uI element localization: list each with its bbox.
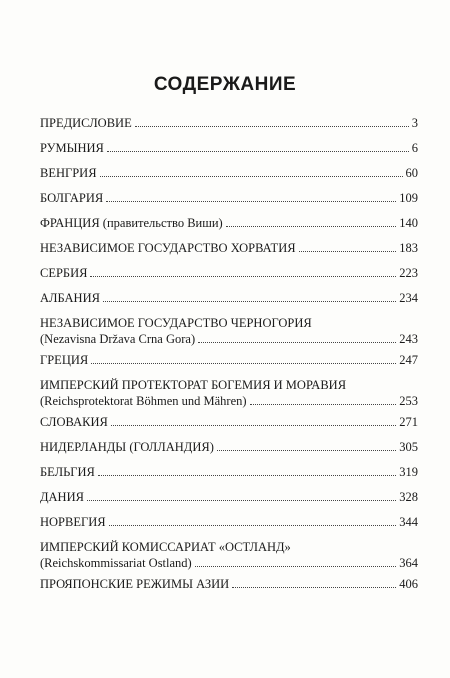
- toc-entry: [40, 540, 418, 577]
- dot-leader: [107, 150, 409, 152]
- toc-entry: [40, 465, 418, 490]
- dot-leader: [106, 200, 396, 202]
- toc-entry-page: 3: [411, 116, 418, 130]
- toc-entry: [40, 415, 418, 440]
- toc-entry-label: ПРОЯПОНСКИЕ РЕЖИМЫ АЗИИ: [40, 577, 230, 591]
- toc-entry-label: НОРВЕГИЯ: [40, 515, 106, 529]
- toc-entry-page: 406: [399, 577, 418, 591]
- toc-entry-label: ФРАНЦИЯ (правительство Виши): [40, 216, 223, 230]
- toc-entry: [40, 141, 418, 166]
- toc-entry-page: 344: [399, 515, 418, 529]
- dot-leader: [299, 250, 397, 252]
- toc-entry-page: 183: [399, 241, 418, 255]
- toc-entry-page: 305: [399, 440, 418, 454]
- toc-entry-label: ГРЕЦИЯ: [40, 353, 89, 367]
- toc-entry-page: 271: [399, 415, 418, 429]
- toc-entry-label: СЕРБИЯ: [40, 266, 88, 280]
- dot-leader: [226, 225, 397, 227]
- toc-entry-page: 6: [411, 141, 418, 155]
- dot-leader: [135, 125, 409, 127]
- dot-leader: [91, 362, 396, 364]
- toc-entry: [40, 216, 418, 241]
- toc-entry: [40, 166, 418, 191]
- toc-entry: [40, 191, 418, 216]
- toc-entry-label: НИДЕРЛАНДЫ (ГОЛЛАНДИЯ): [40, 440, 214, 454]
- toc-entry-page: 234: [399, 291, 418, 305]
- dot-leader: [111, 424, 396, 426]
- toc-entry-label: СЛОВАКИЯ: [40, 415, 108, 429]
- dot-leader: [98, 474, 396, 476]
- toc-entry-label: БОЛГАРИЯ: [40, 191, 104, 205]
- toc-entry-label: ИМПЕРСКИЙ КОМИССАРИАТ «ОСТЛАНД»: [40, 540, 291, 554]
- dot-leader: [109, 524, 397, 526]
- dot-leader: [250, 403, 397, 405]
- toc-entry-label: БЕЛЬГИЯ: [40, 465, 95, 479]
- dot-leader: [217, 449, 396, 451]
- toc-entry-page: 140: [399, 216, 418, 230]
- toc-entry-page: 243: [399, 332, 418, 346]
- toc-entry: [40, 490, 418, 515]
- toc-entry-page: 60: [405, 166, 418, 180]
- toc-entry-label: АЛБАНИЯ: [40, 291, 100, 305]
- toc-entry-subtitle: (Reichsprotektorat Böhmen und Mähren): [40, 394, 247, 408]
- toc-entry-subtitle: (Nezavisna Država Crna Gora): [40, 332, 196, 346]
- toc-entry-label: НЕЗАВИСИМОЕ ГОСУДАРСТВО ХОРВАТИЯ: [40, 241, 296, 255]
- dot-leader: [232, 586, 396, 588]
- toc-title: СОДЕРЖАНИЕ: [153, 74, 297, 95]
- toc-entry-label: НЕЗАВИСИМОЕ ГОСУДАРСТВО ЧЕРНОГОРИЯ: [40, 316, 312, 330]
- dot-leader: [90, 275, 396, 277]
- toc-entry: [40, 116, 418, 141]
- toc-entry-page: 364: [399, 556, 418, 570]
- toc-entry: [40, 378, 418, 415]
- dot-leader: [87, 499, 396, 501]
- toc-entry: [40, 241, 418, 266]
- toc-entry-label: ДАНИЯ: [40, 490, 84, 504]
- toc-entry: [40, 353, 418, 378]
- toc-entry-page: 247: [399, 353, 418, 367]
- toc-entry-label: ИМПЕРСКИЙ ПРОТЕКТОРАТ БОГЕМИЯ И МОРАВИЯ: [40, 378, 347, 392]
- toc-entry: [40, 440, 418, 465]
- dot-leader: [100, 175, 403, 177]
- toc-entry-page: 253: [399, 394, 418, 408]
- dot-leader: [103, 300, 396, 302]
- toc-entry: [40, 577, 418, 602]
- toc-entry: [40, 316, 418, 353]
- toc-entry: [40, 266, 418, 291]
- toc-entry-page: 223: [399, 266, 418, 280]
- toc-entry-label: ПРЕДИСЛОВИЕ: [40, 116, 132, 130]
- toc-entry: [40, 515, 418, 540]
- dot-leader: [195, 565, 397, 567]
- dot-leader: [198, 341, 396, 343]
- toc-entry-page: 319: [399, 465, 418, 479]
- toc-entry-label: РУМЫНИЯ: [40, 141, 104, 155]
- toc-entry-label: ВЕНГРИЯ: [40, 166, 97, 180]
- toc-entry-page: 109: [399, 191, 418, 205]
- toc-entry: [40, 291, 418, 316]
- toc-entry-page: 328: [399, 490, 418, 504]
- toc-list: [40, 116, 418, 602]
- toc-entry-subtitle: (Reichskommissariat Ostland): [40, 556, 192, 570]
